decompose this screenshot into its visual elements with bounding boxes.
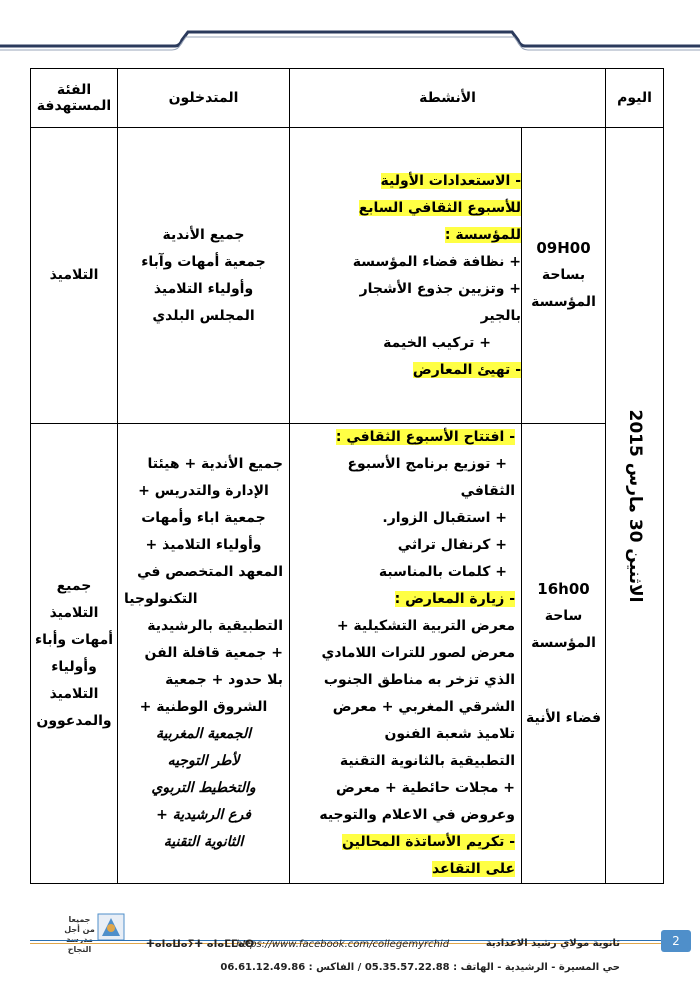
footer-address: حي المسيرة - الرشيدية - الهاتف : 05.35.57.22.88 / الفاكس : 06.61.12.49.86 bbox=[220, 962, 620, 973]
footer-tifinagh-name: ⵜⴰⵏⴰⵡⴰⵢⵜ ⴰⵏⴰⵎⵎⴰⵙ bbox=[146, 939, 255, 950]
time-place-cell: 16h00 ساحة المؤسسة فضاء الأنية bbox=[522, 424, 606, 884]
header-activities: الأنشطة bbox=[290, 69, 606, 128]
day-label: الاثنين 30 مارس 2015 bbox=[624, 409, 645, 602]
target-cell: التلاميذ bbox=[31, 128, 118, 424]
header-target: الفئة المستهدفة bbox=[31, 69, 118, 128]
footer-facebook-link[interactable]: https://www.facebook.com/collegemyrchid bbox=[236, 939, 450, 950]
table-row bbox=[31, 128, 664, 424]
table-header-row bbox=[31, 69, 664, 128]
page-number: 2 bbox=[661, 930, 691, 952]
time-place-cell: 09H00 بساحة المؤسسة bbox=[522, 128, 606, 424]
activities-cell: - الاستعدادات الأولية للأسبوع الثقافي السابع للمؤسسة : + نظافة فضاء المؤسسة + وتزيين جذوع الأشجار بالجير + تركيب الخيمة - تهيئ المعارض bbox=[290, 128, 522, 424]
page-header-decoration bbox=[0, 0, 700, 52]
footer-school-name: ثانوية مولاي رشيد الاعدادية bbox=[485, 938, 620, 949]
header-participants: المتدخلون bbox=[118, 69, 290, 128]
participants-cell: جميع الأندية جمعية أمهات وآباء وأولياء التلاميذ المجلس البلدي bbox=[118, 128, 290, 424]
logo-slogan: جميعا من أجل النجاح bbox=[64, 915, 95, 954]
table-row bbox=[31, 424, 664, 884]
target-cell: جميع التلاميذ أمهات وأباء وأولياء التلاميذ والمدعوون bbox=[31, 424, 118, 884]
participants-cell: جميع الأندية + هيئتا الإدارة والتدريس + جمعية اباء وأمهات وأولياء التلاميذ + المعهد المتخصص في التكنولوجيا التطبيقية بالرشيدية + جمعية قافلة الفن بلا حدود + جمعية الشروق الوطنية + الجمعية المغربية لأطر التوجيه والتخطيط التربوي فرع الرشيدية + الثانوية التقنية bbox=[118, 424, 290, 884]
header-day: اليوم bbox=[606, 69, 664, 128]
activities-cell: - افتتاح الأسبوع الثقافي : + توزيع برنامج الأسبوع الثقافي + استقبال الزوار. + كرنفال تراثي + كلمات بالمناسبة - زيارة المعارض : معرض التربية التشكيلية + معرض لصور للترات اللامادي الذي تزخر به مناطق الجنوب الشرقي المغربي + معرض تلاميذ شعبة الفنون التطبيقية بالثانوية التقنية + مجلات حائطية + معرض وعروض في الاعلام والتوجيه - تكريم الأساتذة المحالين على التقاعد bbox=[290, 424, 522, 884]
activity-schedule-table bbox=[30, 68, 664, 884]
day-cell bbox=[606, 128, 664, 884]
